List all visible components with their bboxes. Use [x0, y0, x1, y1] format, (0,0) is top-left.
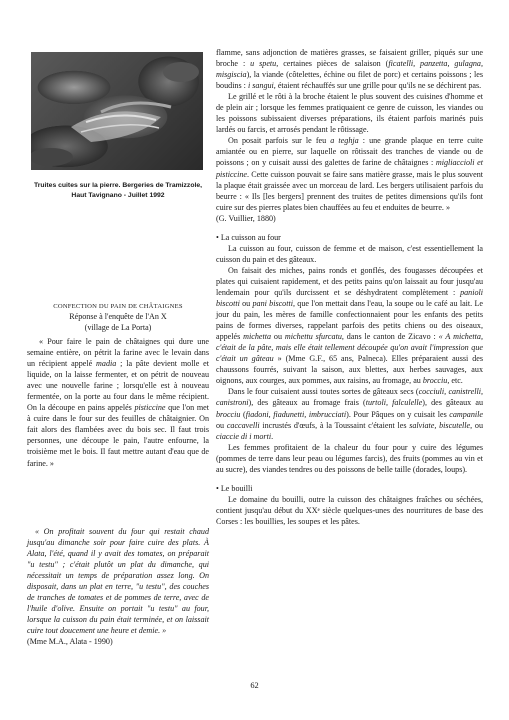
sidebar-quote2-source: (Mme M.A., Alata - 1990)	[27, 637, 113, 646]
photo-caption-line1: Truites cuites sur la pierre. Bergeries de Tramizzole,	[33, 182, 203, 189]
section-heading-bouilli: • Le bouilli	[216, 483, 253, 493]
sidebar-sub1: Réponse à l'enquête de l'An X	[69, 312, 167, 321]
sidebar-quote2	[27, 526, 209, 636]
main-paragraph-2: Le grillé et le rôti à la broche étaient le plus souvent des cuisines d'homme et de plein air ; lorsque les femmes pratiquaient ce genre de cuisson, les viandes ou les poissons subissaient diverses préparations, ils étaient parfois marinés puis lardés ou farcis, et arrosés pendant le rôtissage.	[216, 92, 483, 135]
main-paragraph-3: On posait parfois sur le feu a teghja : une grande plaque en terre cuite amiantée ou en pierre, sur laquelle on rôtissait des tranches de viande ou de poissons ; on y cuisait aussi des galettes de farine de châtaignes : migliaccioli et pisticcine. Cette cuisson pouvait se faire sans matière grasse, mais le plus souvent la plaque était graissée avec un morceau de lard. Les bergers utilisaient parfois du beurre : « Ils [les bergers] prennent des truites de petites dimensions qu'ils font cuire sur des pierres plates bien chauffées au feu et enduites de beurre. »	[216, 136, 483, 212]
photo-caption-line2: Haut Tavignano - Juillet 1992	[71, 191, 165, 199]
sidebar-quote1-paragraph: « Pour faire le pain de châtaignes qui dure une semaine entière, on pétrit la farine avec le levain dans un récipient appelé madia ; la pâte devient molle et liquide, on la laisse fermenter, et on pétrit de nouveau avec une nouvelle farine ; lorsqu'elle est à nouveau fermentée, on la porte au four dans le même récipient. On la découpe en pains appelés pisticcine que l'on met à cuire dans le four sur des feuilles de châtaignier. On fait alors des flambées avec du bois sec. Il faut trois personnes, une découpe le pain, l'autre enfourne, la troisième met le bois. Il faut mettre autant d'eau que de farine. »	[27, 337, 209, 468]
sidebar-title: CONFECTION DU PAIN DE CHÂTAIGNES	[53, 303, 183, 310]
sidebar-sub2: (village de La Porta)	[84, 322, 152, 332]
section-heading-four: • La cuisson au four	[216, 232, 281, 242]
sidebar-subtitle	[27, 312, 209, 333]
main-column	[216, 47, 483, 527]
trout-photo-drawing	[31, 52, 203, 170]
main-paragraph-7: Les femmes profitaient de la chaleur du four pour y cuire des légumes (pommes de terre dans leur peau ou légumes farcis), des fruits (pommes au vin et au sucre), des viandes tendres ou des poissons de belle taille (dorades, loups).	[216, 442, 483, 474]
sidebar-quote2-text: « On profitait souvent du four qui restait chaud jusqu'au dimanche soir pour faire cuire des plats. À Alata, l'été, quand il y avait des tomates, on préparait "u testu" ; c'était plutôt un plat du dimanche, qui nécessitait un temps de préparation assez long. On disposait, dans un plat en terre, "u testu", des couches de tranches de tomates et de pommes de terre, avec de l'huile d'olive. Ensuite on portait "u testu" au four, lorsque la cuisson du pain était terminée, et on laissait cuire tout doucement une heure et demie. »	[27, 527, 209, 636]
main-paragraph-3-source: (G. Vuillier, 1880)	[216, 213, 276, 223]
main-paragraph-6: Dans le four cuisaient aussi toutes sortes de gâteaux secs (cocciuli, canistrelli, canistroni), des gâteaux au fromage frais (turtoli, falculelle), des gâteaux au brocciu (fiadoni, fiadunetti, imbrucciati). Pour Pâques on y cuisait les campanile ou caccavelli incrustés d'œufs, à la Toussaint c'étaient les salviate, biscutelle, ou ciaccie di i morti.	[216, 387, 484, 441]
sidebar-quote1	[27, 336, 209, 469]
page-number: 62	[250, 681, 259, 690]
main-paragraph-1: flamme, sans adjonction de matières grasses, se faisaient griller, piqués sur une broche : u spetu, certaines pièces de salaison (ficatelli, panzetta, gulagna, misgiscia), la viande (côtelettes, échine ou filet de porc) et certains poissons ; les boudins : i sangui, étaient réchauffés sur une grille pour qu'ils ne se déchirent pas.	[216, 48, 483, 91]
main-paragraph-4: La cuisson au four, cuisson de femme et de maison, c'est essentiellement la cuisson du pain et des gâteaux.	[216, 243, 483, 264]
main-paragraph-5: On faisait des miches, pains ronds et gonflés, des fougasses découpées et plates qui cuisaient rapidement, et des petits pains qu'on laissait au four jusqu'au lendemain pour qu'ils durcissent et se déshydratent complètement : panioli biscotti ou pani biscotti, que l'on mettait dans l'eau, la soupe ou le café au lait. Le jour du pain, les mères de famille confectionnaient pour les enfants des petits pains de formes diverses, rappelant parfois des petits chiens ou des oiseaux, appelés michetta ou michettu sfurcatu, dans le canton de Zicavo : « A michetta, c'était de la pâte, mais elle était tellement découpée qu'on avait l'impression que c'était un gâteau » (Mme G.F., 65 ans, Palneca). Elles préparaient aussi des chaussons fourrés, suivant la saison, aux blettes, aux herbes sauvages, aux oignons, aux courges, aux pommes, aux raisins, au fromage, au brocciu, etc.	[216, 265, 484, 386]
photo-caption	[26, 181, 210, 200]
trout-photo	[31, 52, 203, 170]
main-paragraph-8: Le domaine du bouilli, outre la cuisson des châtaignes fraîches ou séchées, contient jusqu'au début du XXᵉ siècle quelques-unes des nourritures de base des Corses : les bouillies, les soupes et les pâtes.	[216, 494, 483, 526]
